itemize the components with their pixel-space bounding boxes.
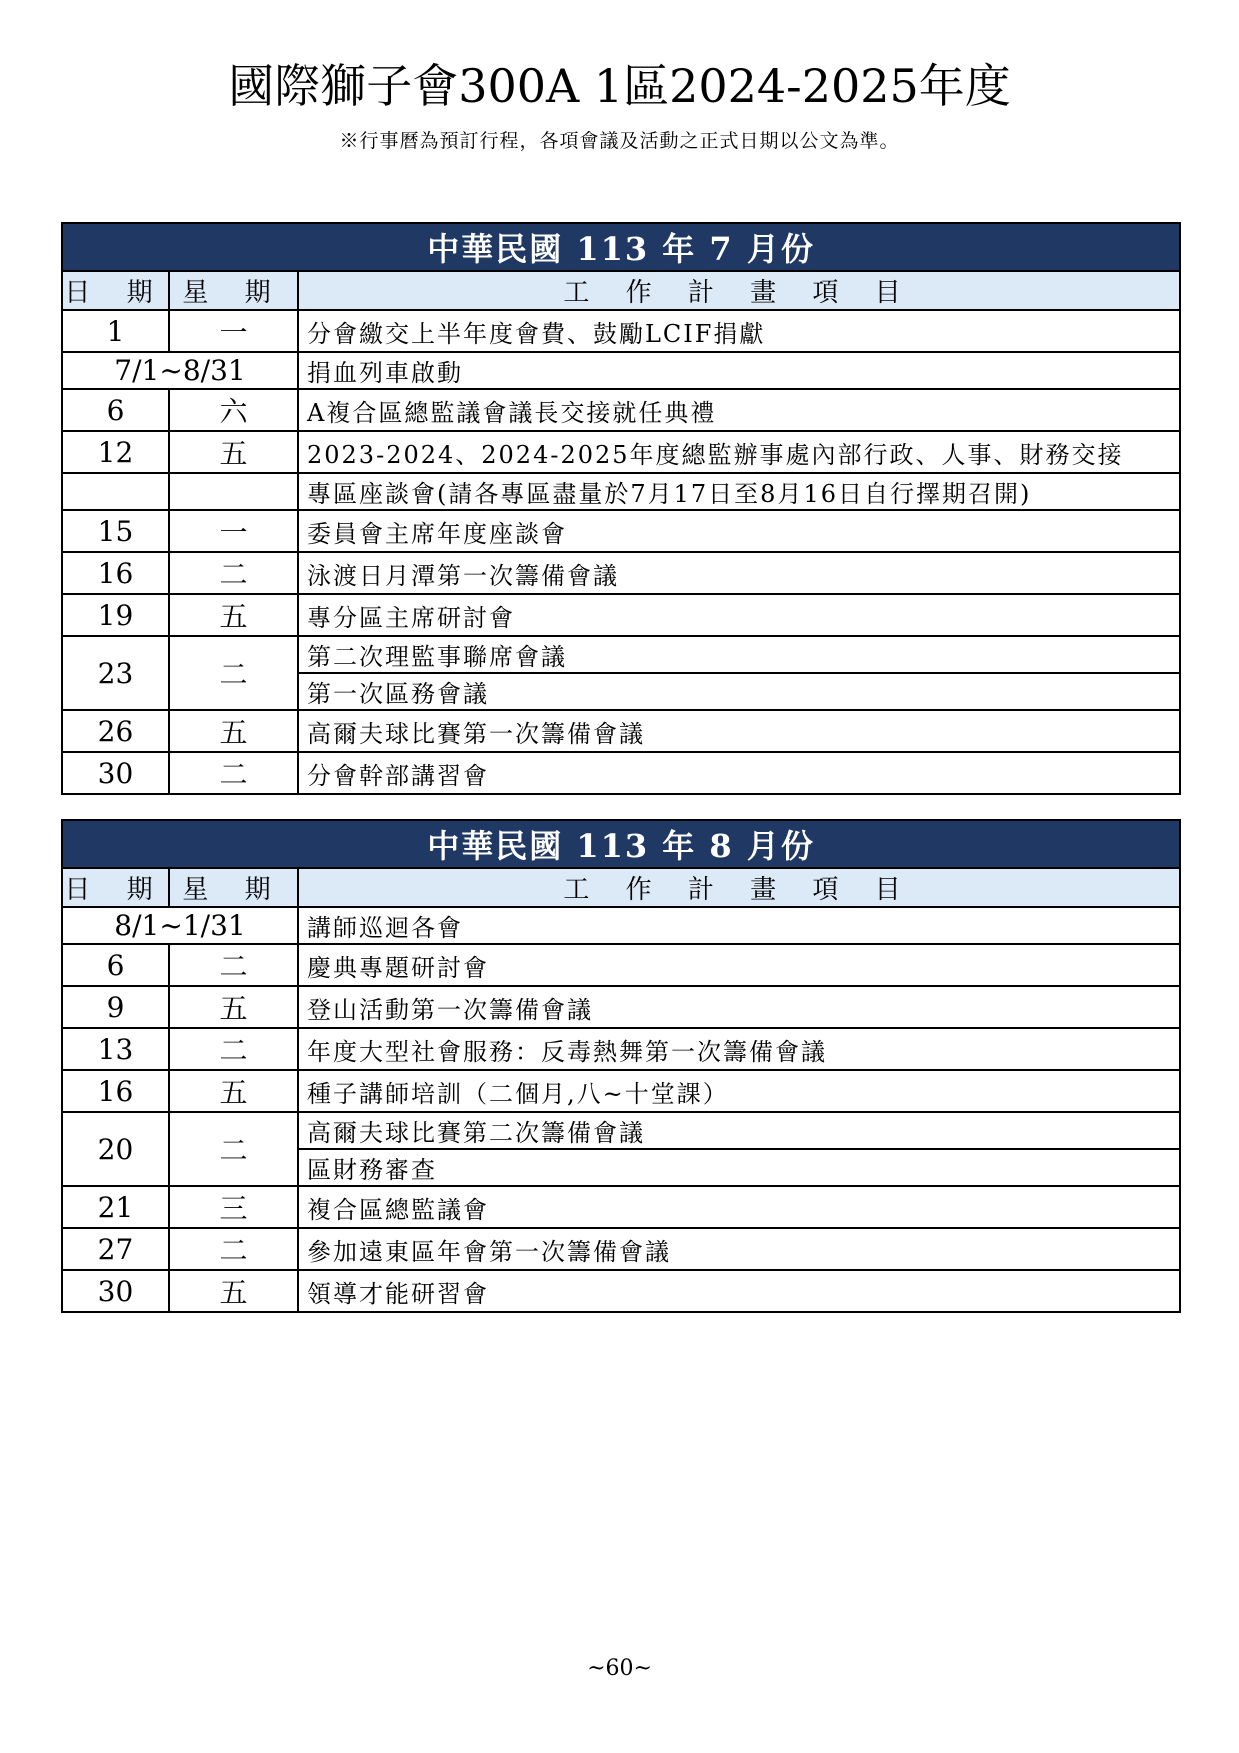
schedule-row — [62, 473, 1180, 510]
date-header: 日 期 — [62, 868, 169, 907]
schedule-row — [62, 389, 1180, 431]
work-item-cell: 高爾夫球比賽第二次籌備會議 — [298, 1112, 1180, 1149]
date-range-cell: 7/1~8/31 — [62, 352, 298, 389]
weekday-cell: 二 — [169, 1112, 298, 1186]
weekday-cell: 五 — [169, 594, 298, 636]
august-banner: 中華民國 113 年 8 月份 — [62, 820, 1180, 868]
work-item-cell: 種子講師培訓（二個月,八~十堂課） — [298, 1070, 1180, 1112]
weekday-cell: 五 — [169, 986, 298, 1028]
schedule-row — [62, 1112, 1180, 1149]
schedule-row — [62, 1186, 1180, 1228]
work-item-cell: 登山活動第一次籌備會議 — [298, 986, 1180, 1028]
schedule-row — [62, 431, 1180, 473]
date-cell: 26 — [62, 710, 169, 752]
date-cell: 13 — [62, 1028, 169, 1070]
date-cell: 20 — [62, 1112, 169, 1186]
weekday-cell: 三 — [169, 1186, 298, 1228]
schedule-row — [62, 907, 1180, 944]
weekday-cell: 二 — [169, 552, 298, 594]
date-cell — [62, 473, 169, 510]
weekday-cell: 五 — [169, 710, 298, 752]
item-header: 工 作 計 畫 項 目 — [298, 868, 1180, 907]
weekday-header: 星 期 — [169, 271, 298, 310]
date-cell: 19 — [62, 594, 169, 636]
schedule-row — [62, 510, 1180, 552]
date-cell: 21 — [62, 1186, 169, 1228]
weekday-cell: 一 — [169, 510, 298, 552]
date-cell: 1 — [62, 310, 169, 352]
weekday-cell: 二 — [169, 636, 298, 710]
weekday-cell: 二 — [169, 752, 298, 794]
schedule-row — [62, 594, 1180, 636]
july-schedule-table — [61, 222, 1181, 795]
weekday-cell: 一 — [169, 310, 298, 352]
date-cell: 6 — [62, 389, 169, 431]
work-item-cell: 分會繳交上半年度會費、鼓勵LCIF捐獻 — [298, 310, 1180, 352]
work-item-cell: 專分區主席研討會 — [298, 594, 1180, 636]
schedule-row — [62, 1028, 1180, 1070]
july-banner: 中華民國 113 年 7 月份 — [62, 223, 1180, 271]
schedule-row — [62, 986, 1180, 1028]
weekday-cell: 五 — [169, 431, 298, 473]
schedule-row — [62, 752, 1180, 794]
date-cell: 30 — [62, 1270, 169, 1312]
schedule-row — [62, 1270, 1180, 1312]
work-item-cell: 專區座談會(請各專區盡量於7月17日至8月16日自行擇期召開) — [298, 473, 1180, 510]
page-number: ~60~ — [587, 1656, 652, 1681]
date-cell: 30 — [62, 752, 169, 794]
date-cell: 9 — [62, 986, 169, 1028]
weekday-cell: 二 — [169, 1228, 298, 1270]
weekday-cell: 五 — [169, 1070, 298, 1112]
work-item-cell: 2023-2024、2024-2025年度總監辦事處內部行政、人事、財務交接 — [298, 431, 1180, 473]
date-cell: 27 — [62, 1228, 169, 1270]
schedule-row — [62, 310, 1180, 352]
july-column-headers — [62, 271, 1180, 310]
weekday-cell: 二 — [169, 1028, 298, 1070]
page-title: 國際獅子會300A 1區2024-2025年度 — [228, 59, 1011, 113]
august-column-headers — [62, 868, 1180, 907]
schedule-row — [62, 710, 1180, 752]
work-item-cell: 領導才能研習會 — [298, 1270, 1180, 1312]
work-item-cell: A複合區總監議會議長交接就任典禮 — [298, 389, 1180, 431]
work-item-cell: 參加遠東區年會第一次籌備會議 — [298, 1228, 1180, 1270]
page-subtitle: ※行事曆為預訂行程，各項會議及活動之正式日期以公文為準。 — [339, 130, 900, 152]
schedule-row — [62, 636, 1180, 673]
work-item-cell: 講師巡迴各會 — [298, 907, 1180, 944]
date-cell: 12 — [62, 431, 169, 473]
schedule-row — [62, 1228, 1180, 1270]
item-header: 工 作 計 畫 項 目 — [298, 271, 1180, 310]
weekday-cell: 六 — [169, 389, 298, 431]
august-schedule-table — [61, 819, 1181, 1313]
work-item-cell: 委員會主席年度座談會 — [298, 510, 1180, 552]
date-cell: 6 — [62, 944, 169, 986]
schedule-row — [62, 1070, 1180, 1112]
work-item-cell: 年度大型社會服務：反毒熱舞第一次籌備會議 — [298, 1028, 1180, 1070]
work-item-cell: 泳渡日月潭第一次籌備會議 — [298, 552, 1180, 594]
work-item-cell: 複合區總監議會 — [298, 1186, 1180, 1228]
schedule-row — [62, 552, 1180, 594]
date-cell: 16 — [62, 1070, 169, 1112]
date-cell: 23 — [62, 636, 169, 710]
work-item-cell: 分會幹部講習會 — [298, 752, 1180, 794]
date-range-cell: 8/1~1/31 — [62, 907, 298, 944]
work-item-cell: 區財務審查 — [298, 1149, 1180, 1186]
date-cell: 16 — [62, 552, 169, 594]
work-item-cell: 高爾夫球比賽第一次籌備會議 — [298, 710, 1180, 752]
work-item-cell: 第一次區務會議 — [298, 673, 1180, 710]
work-item-cell: 第二次理監事聯席會議 — [298, 636, 1180, 673]
work-item-cell: 慶典專題研討會 — [298, 944, 1180, 986]
date-header: 日 期 — [62, 271, 169, 310]
weekday-cell: 五 — [169, 1270, 298, 1312]
weekday-header: 星 期 — [169, 868, 298, 907]
weekday-cell — [169, 473, 298, 510]
work-item-cell: 捐血列車啟動 — [298, 352, 1180, 389]
date-cell: 15 — [62, 510, 169, 552]
schedule-row — [62, 352, 1180, 389]
weekday-cell: 二 — [169, 944, 298, 986]
schedule-row — [62, 944, 1180, 986]
